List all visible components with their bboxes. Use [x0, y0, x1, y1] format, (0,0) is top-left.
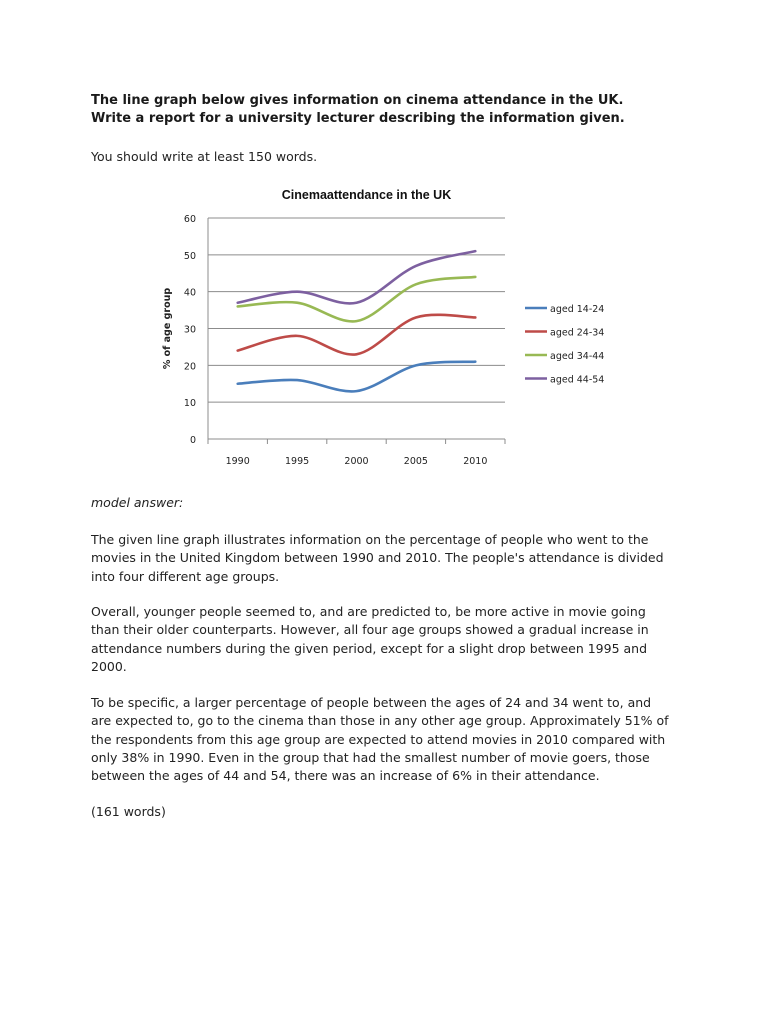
y-tick-label: 40	[183, 287, 196, 299]
line-chart	[150, 180, 650, 480]
answer-line: are expected to, go to the cinema than those in any other age group. Approximately 51% of	[91, 713, 669, 729]
x-tick-label: 2005	[403, 456, 428, 467]
task-heading	[91, 92, 731, 128]
answer-line: only 38% in 1990. Even in the group that had the smallest number of movie goers, those	[91, 749, 650, 765]
x-tick-label: 1995	[285, 456, 310, 467]
word-count: (161 words)	[91, 804, 166, 819]
chart-canvas	[150, 180, 650, 480]
task-heading-line-2: Write a report for a university lecturer describing the information given.	[91, 111, 625, 126]
answer-line: 2000.	[91, 658, 127, 674]
answer-line: than their older counterparts. However, all four age groups showed a gradual increase in	[91, 622, 649, 638]
x-tick-label: 1990	[225, 456, 250, 467]
series-line-aged-44-54	[238, 251, 476, 303]
task-instruction: You should write at least 150 words.	[91, 149, 318, 164]
legend-label: aged 34-44	[550, 351, 605, 362]
task-heading-line-1: The line graph below gives information on cinema attendance in the UK.	[91, 93, 624, 108]
answer-line: Overall, younger people seemed to, and are predicted to, be more active in movie going	[91, 604, 646, 619]
answer-paragraph-3	[91, 694, 691, 785]
answer-line: To be specific, a larger percentage of people between the ages of 24 and 34 went to, and	[91, 695, 652, 710]
x-tick-label: 2010	[463, 456, 488, 467]
legend-label: aged 24-34	[550, 327, 605, 339]
x-tick-label: 2000	[344, 456, 369, 467]
answer-line: the respondents from this age group are expected to attend movies in 2010 compared with	[91, 731, 666, 747]
y-tick-label: 10	[183, 398, 196, 410]
answer-line: between the ages of 44 and 54, there was an increase of 6% in their attendance.	[91, 768, 600, 784]
answer-paragraph-1	[91, 531, 691, 586]
y-tick-label: 20	[183, 361, 196, 373]
answer-line: attendance numbers during the given period, except for a slight drop between 1995 and	[91, 640, 648, 656]
y-tick-label: 60	[183, 214, 196, 225]
series-line-aged-14-24	[238, 362, 476, 392]
model-answer-label: model answer:	[91, 495, 184, 510]
y-axis-label: % of age group	[162, 287, 173, 370]
answer-line: into four different age groups.	[91, 568, 280, 584]
y-tick-label: 50	[183, 250, 196, 262]
y-tick-label: 0	[189, 435, 196, 446]
chart-title: Cinemaattendance in the UK	[281, 188, 452, 202]
answer-paragraph-2	[91, 603, 691, 676]
answer-line: movies in the United Kingdom between 1990 and 2010. The people's attendance is divided	[91, 550, 664, 566]
y-tick-label: 30	[183, 324, 196, 336]
legend-label: aged 44-54	[550, 374, 605, 386]
legend-label: aged 14-24	[550, 304, 605, 315]
answer-line: The given line graph illustrates information on the percentage of people who went to the	[91, 532, 649, 547]
